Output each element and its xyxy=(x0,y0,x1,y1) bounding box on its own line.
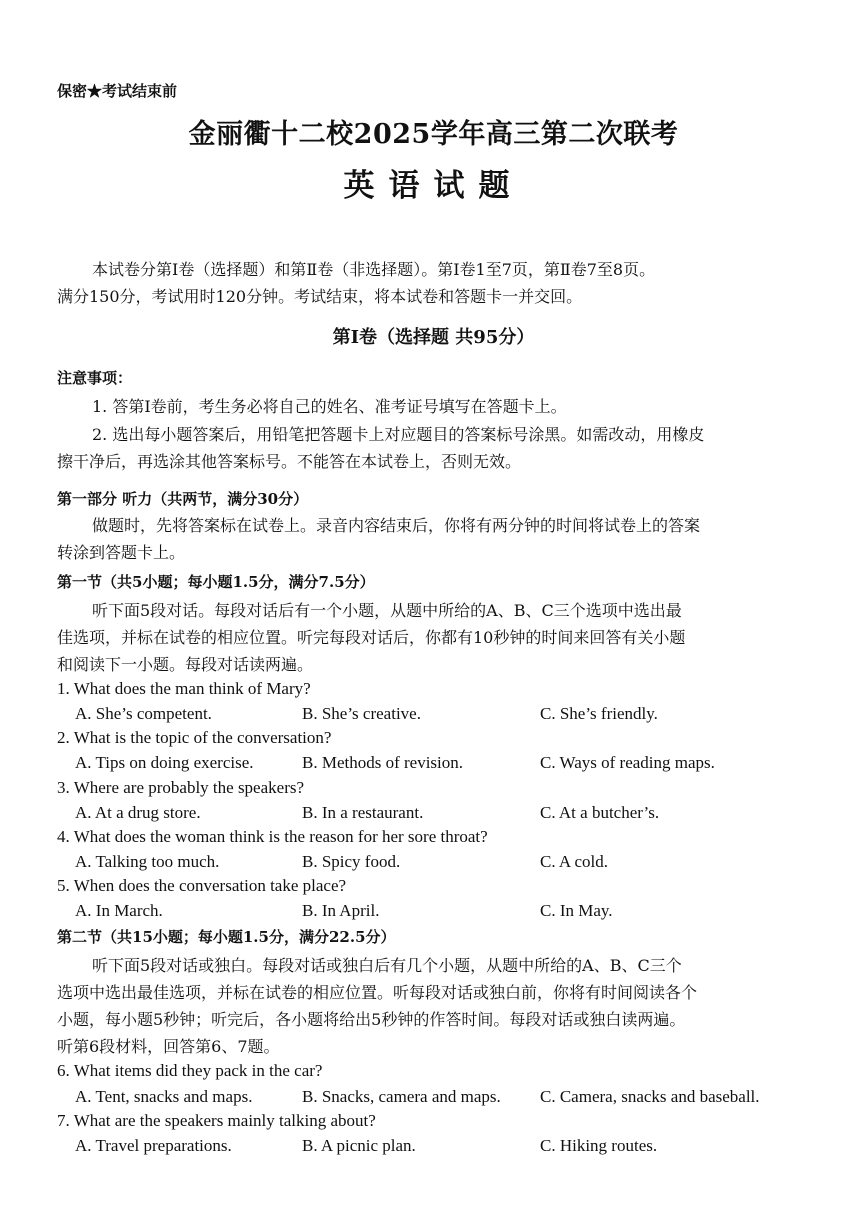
part-one-title: 第Ⅰ卷（选择题 共95分） xyxy=(332,327,535,348)
question-3-option-c: C. At a butcher’s. xyxy=(540,803,660,822)
question-2: 2. What is the topic of the conversation? xyxy=(57,728,332,747)
question-1-option-a: A. She’s competent. xyxy=(75,704,212,723)
intro-line-2: 满分150分，考试用时120分钟。考试结束，将本试卷和答题卡一并交回。 xyxy=(57,287,583,306)
confidential-mark: 保密★考试结束前 xyxy=(57,82,178,100)
listening-heading: 第一部分 听力（共两节，满分30分） xyxy=(57,490,309,508)
section-1-line-3: 和阅读下一小题。每段对话读两遍。 xyxy=(57,655,314,674)
question-2-option-a: A. Tips on doing exercise. xyxy=(75,753,254,772)
exam-subject: 英语试题 xyxy=(343,168,524,204)
exam-title: 金丽衢十二校2025学年高三第二次联考 xyxy=(188,119,679,150)
question-1-option-b: B. She’s creative. xyxy=(302,704,421,723)
question-4-option-c: C. A cold. xyxy=(540,852,609,871)
question-7-option-b: B. A picnic plan. xyxy=(302,1136,416,1155)
question-6-option-b: B. Snacks, camera and maps. xyxy=(302,1087,501,1106)
section-1-heading: 第一节（共5小题；每小题1.5分，满分7.5分） xyxy=(57,573,375,591)
question-6: 6. What items did they pack in the car? xyxy=(57,1061,323,1080)
section-2-line-2: 选项中选出最佳选项，并标在试卷的相应位置。听每段对话或独白前，你将有时间阅读各个 xyxy=(57,983,698,1002)
question-7-option-a: A. Travel preparations. xyxy=(75,1136,232,1155)
question-3-option-b: B. In a restaurant. xyxy=(302,803,424,822)
section-1-line-2: 佳选项，并标在试卷的相应位置。听完每段对话后，你都有10秒钟的时间来回答有关小题 xyxy=(57,628,686,647)
question-5-option-a: A. In March. xyxy=(75,901,163,920)
section-1-line-1: 听下面5段对话。每段对话后有一个小题，从题中所给的A、B、C三个选项中选出最 xyxy=(92,601,682,620)
section-2-heading: 第二节（共15小题；每小题1.5分，满分22.5分） xyxy=(57,928,396,946)
notice-heading: 注意事项： xyxy=(57,369,133,387)
question-4-option-a: A. Talking too much. xyxy=(75,852,220,871)
question-6-option-a: A. Tent, snacks and maps. xyxy=(75,1087,253,1106)
listening-instructions-line-2: 转涂到答题卡上。 xyxy=(57,543,186,562)
question-4-option-b: B. Spicy food. xyxy=(302,852,401,871)
question-5: 5. When does the conversation take place? xyxy=(57,876,347,895)
question-2-option-c: C. Ways of reading maps. xyxy=(540,753,715,772)
listening-instructions-line-1: 做题时，先将答案标在试卷上。录音内容结束后，你将有两分钟的时间将试卷上的答案 xyxy=(92,516,701,535)
question-1: 1. What does the man think of Mary? xyxy=(57,679,311,698)
question-7-option-c: C. Hiking routes. xyxy=(540,1136,658,1155)
notice-item-1: 1. 答第Ⅰ卷前，考生务必将自己的姓名、准考证号填写在答题卡上。 xyxy=(92,397,567,416)
question-5-option-b: B. In April. xyxy=(302,901,380,920)
question-4: 4. What does the woman think is the reason for her sore throat? xyxy=(57,827,488,846)
section-2-line-1: 听下面5段对话或独白。每段对话或独白后有几个小题，从题中所给的A、B、C三个 xyxy=(92,956,682,975)
question-3-option-a: A. At a drug store. xyxy=(75,803,201,822)
notice-item-2-line-2: 擦干净后，再选涂其他答案标号。不能答在本试卷上，否则无效。 xyxy=(57,452,522,471)
question-3: 3. Where are probably the speakers? xyxy=(57,778,305,797)
question-1-option-c: C. She’s friendly. xyxy=(540,704,658,723)
intro-line-1: 本试卷分第Ⅰ卷（选择题）和第Ⅱ卷（非选择题）。第Ⅰ卷1至7页，第Ⅱ卷7至8页。 xyxy=(92,260,656,279)
question-5-option-c: C. In May. xyxy=(540,901,613,920)
notice-item-2-line-1: 2. 选出每小题答案后，用铅笔把答题卡上对应题目的答案标号涂黑。如需改动，用橡皮 xyxy=(92,425,705,444)
question-7: 7. What are the speakers mainly talking about? xyxy=(57,1111,376,1130)
section-2-line-4: 听第6段材料，回答第6、7题。 xyxy=(57,1037,280,1056)
question-2-option-b: B. Methods of revision. xyxy=(302,753,464,772)
section-2-line-3: 小题，每小题5秒钟；听完后，各小题将给出5秒钟的作答时间。每段对话或独白读两遍。 xyxy=(57,1010,686,1029)
question-6-option-c: C. Camera, snacks and baseball. xyxy=(540,1087,760,1106)
